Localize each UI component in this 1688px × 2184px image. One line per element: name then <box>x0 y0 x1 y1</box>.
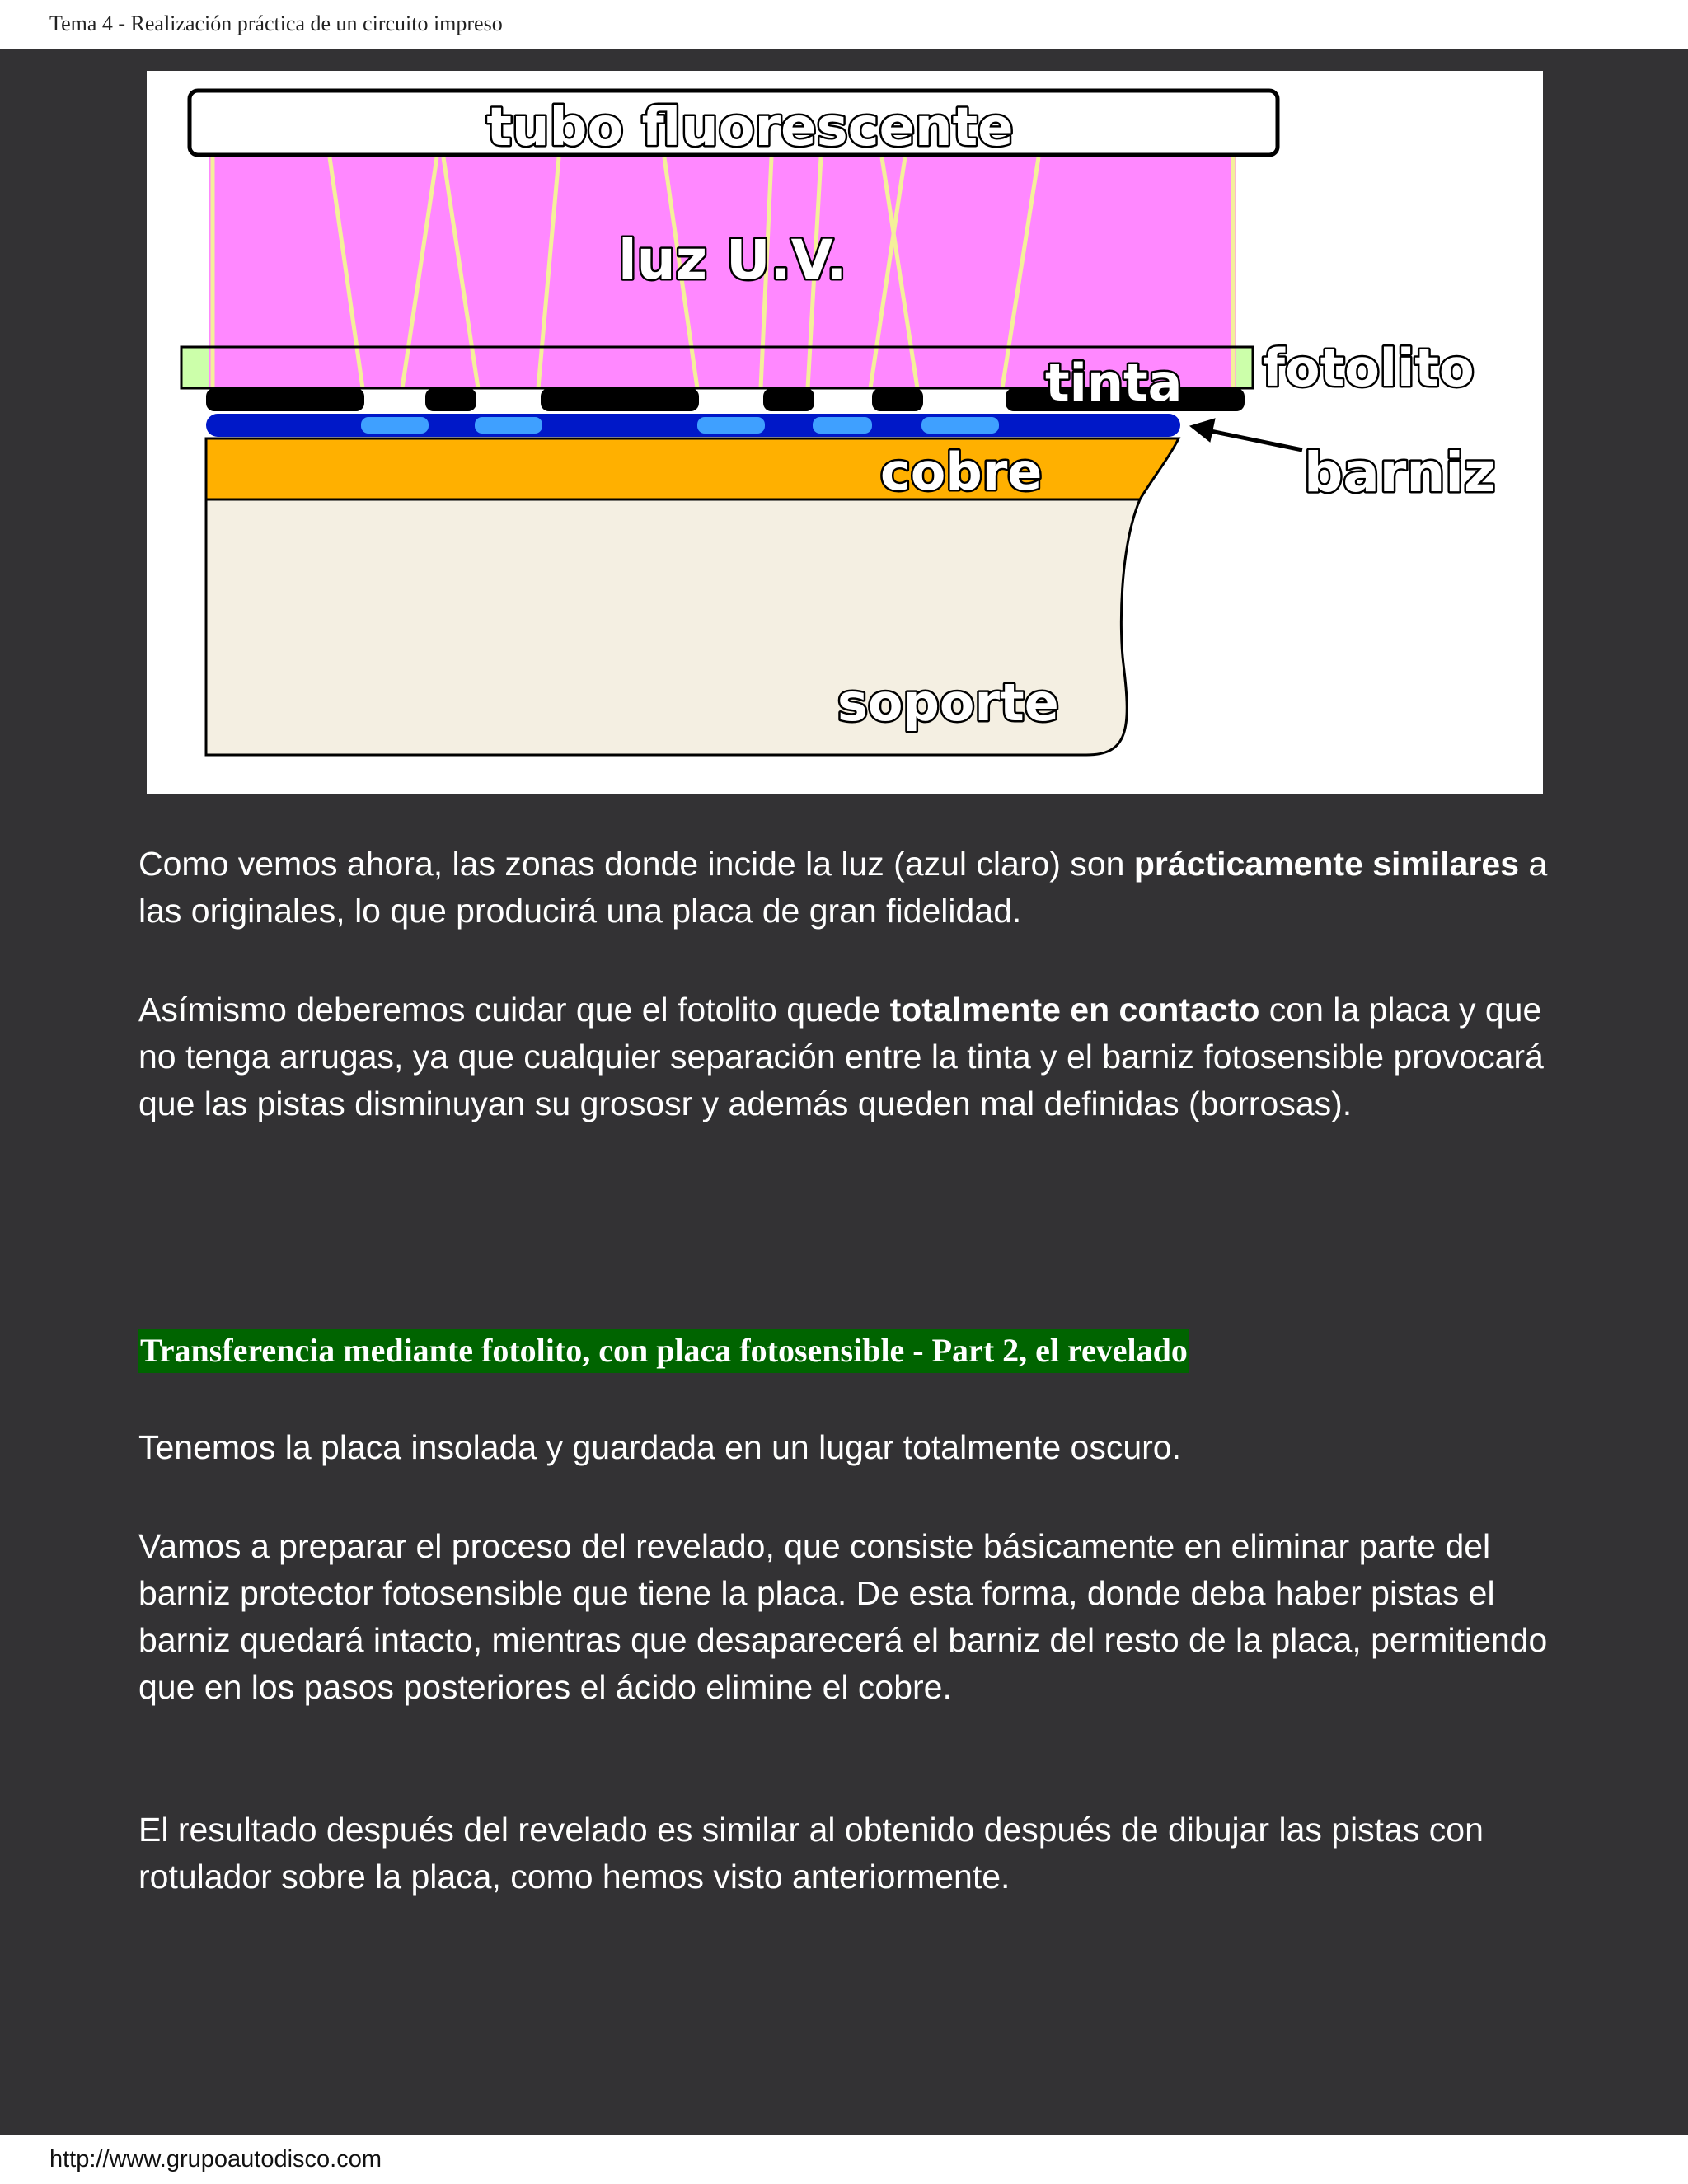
paragraph-bold-text: totalmente en contacto <box>889 991 1260 1029</box>
varnish-arrow <box>1190 419 1302 450</box>
paragraph-development-process: Vamos a preparar el proceso del revelado, que consiste básicamente en eliminar parte del barniz protector fotosensible que tiene la placa. De esta forma, donde deba haber pistas el barniz quedará intacto, mientras que desaparecerá el barniz del resto de la placa, permitiendo que en los pasos posteriores el ácido elimine el cobre. <box>138 1527 1548 1706</box>
page-header-title: Tema 4 - Realización práctica de un circuito impreso <box>49 12 503 35</box>
paragraph-text: Asímismo deberemos cuidar que el fotolito quede <box>138 991 890 1029</box>
label-film: fotolito <box>1263 338 1475 398</box>
paragraph-similar-zones <box>138 841 1556 935</box>
label-varnish: barniz <box>1304 441 1496 504</box>
paragraph-text: Como vemos ahora, las zonas donde incide la luz (azul claro) son <box>138 845 1134 883</box>
section-heading: Transferencia mediante fotolito, con placa fotosensible - Part 2, el revelado <box>138 1329 1189 1373</box>
paragraph-text: con la placa y que no tenga arrugas, ya que cualquier separación entre la tinta y el barniz fotosensible provocará que las pistas disminuyan su grososr y además queden mal definidas (borrosas). <box>138 991 1544 1122</box>
paragraph-development-result: El resultado después del revelado es similar al obtenido después de dibujar las pistas con rotulador sobre la placa, como hemos visto anteriormente. <box>138 1811 1484 1896</box>
label-light: luz U.V. <box>618 228 847 292</box>
page-footer <box>0 2135 1688 2184</box>
label-copper: cobre <box>880 442 1043 502</box>
paragraph-bold-text: prácticamente similares <box>1133 845 1520 883</box>
film-edge-right <box>1236 347 1253 388</box>
film-edge-left <box>181 347 209 388</box>
paragraph-insolated-board: Tenemos la placa insolada y guardada en un lugar totalmente oscuro. <box>138 1428 1181 1466</box>
label-support: soporte <box>837 673 1059 733</box>
pcb-exposure-diagram <box>147 71 1543 794</box>
label-tube: tubo fluorescente <box>486 97 1014 158</box>
paragraph-film-contact <box>138 987 1556 1127</box>
footer-url[interactable]: http://www.grupoautodisco.com <box>49 2146 382 2172</box>
varnish-layer <box>206 414 1180 437</box>
page-header <box>0 0 1688 49</box>
paragraph-text: a las originales, lo que producirá una placa de gran fidelidad. <box>138 845 1548 930</box>
label-ink: tinta <box>1045 353 1183 413</box>
